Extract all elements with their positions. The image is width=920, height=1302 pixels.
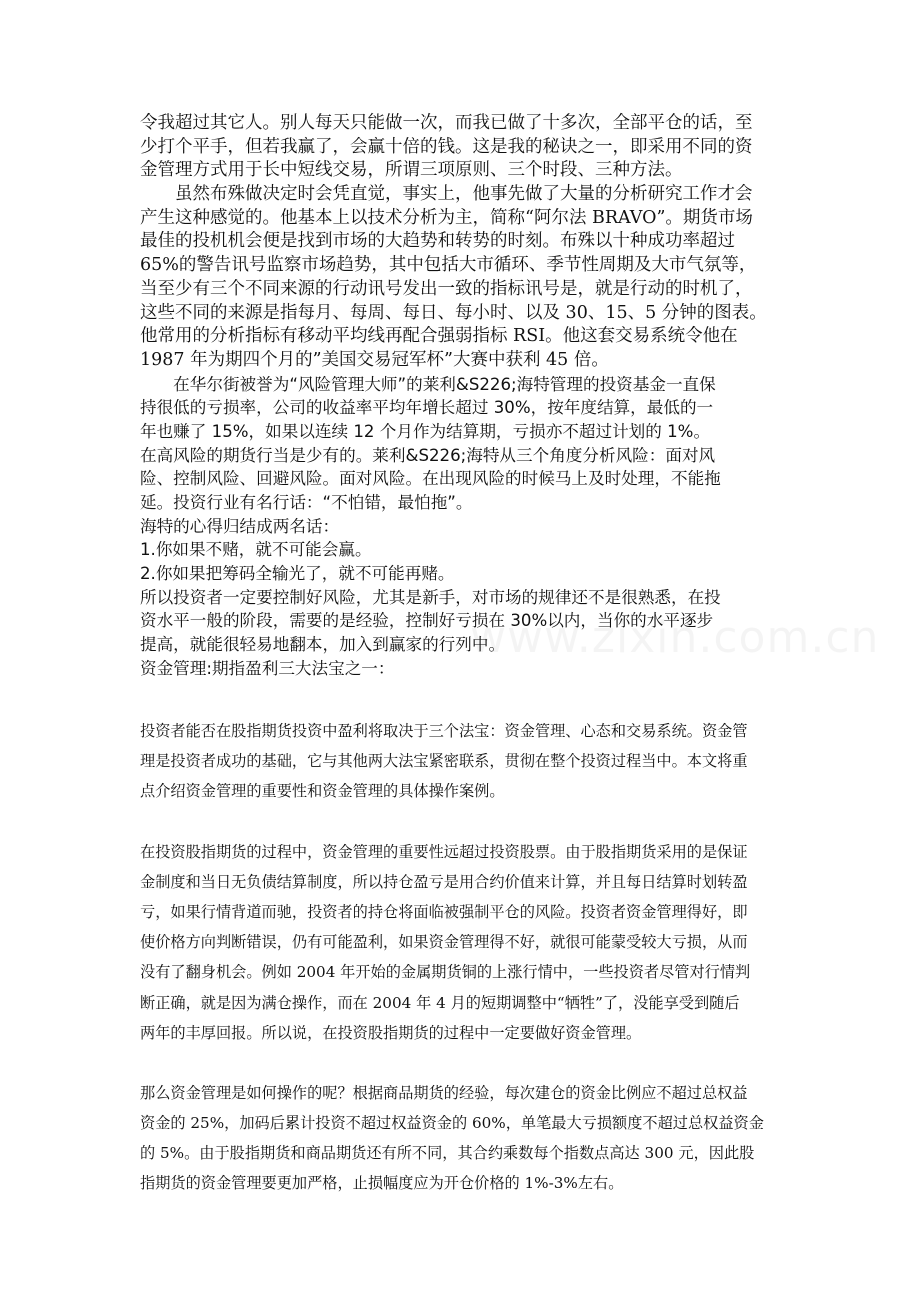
text-line: 金制度和当日无负债结算制度，所以持仓盈亏是用合约价值来计算，并且每日结算时划转盈 <box>140 872 748 891</box>
paragraph <box>140 837 786 1048</box>
paragraph <box>140 716 786 807</box>
text-line: 点介绍资金管理的重要性和资金管理的具体操作案例。 <box>140 782 505 801</box>
text-line: 这些不同的来源是指每月、每周、每日、每小时、以及 30、15、5 分钟的图表。 <box>140 302 767 323</box>
text-line: 海特的心得归结成两名话： <box>140 516 340 536</box>
text-line: 断正确，就是因为满仓操作，而在 2004 年 4 月的短期调整中“牺牲”了，没能享受到随后 <box>140 993 740 1012</box>
section-heading: 资金管理:期指盈利三大法宝之一： <box>140 658 395 678</box>
text-line: 投资者能否在股指期货投资中盈利将取决于三个法宝：资金管理、心态和交易系统。资金管 <box>140 722 748 740</box>
text-line: 险、控制风险、回避风险。面对风险。在出现风险的时候马上及时处理，不能拖 <box>140 469 721 489</box>
text-line: 在华尔街被誉为“风险管理大师”的莱利&S226;海特管理的投资基金一直保 <box>140 374 716 394</box>
text-line: 产生这种感觉的。他基本上以技术分析为主，简称“阿尔法 BRAVO”。期货市场 <box>140 207 753 228</box>
text-line: 提高，就能很轻易地翻本，加入到赢家的行列中。 <box>140 635 506 655</box>
text-line: 65%的警告讯号监察市场趋势，其中包括大市循环、季节性周期及大市气氛等， <box>140 255 757 276</box>
text-line: 在高风险的期货行当是少有的。莱利&S226;海特从三个角度分析风险：面对风 <box>140 445 716 465</box>
text-line: 在投资股指期货的过程中，资金管理的重要性远超过投资股票。由于股指期货采用的是保证 <box>140 842 748 861</box>
text-line: 少打个平手，但若我赢了，会赢十倍的钱。这是我的秘诀之一，即采用不同的资 <box>140 136 753 157</box>
text-line: 资金的 25%，加码后累计投资不超过权益资金的 60%，单笔最大亏损额度不超过总权益资金 <box>140 1114 764 1133</box>
text-line: 当至少有三个不同来源的行动讯号发出一致的指标讯号是，就是行动的时机了， <box>140 278 753 299</box>
text-line: 的 5%。由于股指期货和商品期货还有所不同，其合约乘数每个指数点高达 300 元，因此股 <box>140 1144 755 1163</box>
list-item-line: 1.你如果不赌，就不可能会赢。 <box>140 540 372 560</box>
paragraph <box>140 1078 786 1199</box>
text-line: 延。投资行业有名行话：“不怕错，最怕拖”。 <box>140 493 473 512</box>
text-line: 令我超过其它人。别人每天只能做一次，而我已做了十多次，全部平仓的话，至 <box>140 113 753 133</box>
text-line: 持很低的亏损率，公司的收益率平均年增长超过 30%，按年度结算，最低的一 <box>140 398 714 418</box>
text-line: 指期货的资金管理要更加严格，止损幅度应为开仓价格的 1%-3%左右。 <box>140 1174 624 1193</box>
lower-text-block <box>140 716 786 1199</box>
text-line: 资水平一般的阶段，需要的是经验，控制好亏损在 30%以内，当你的水平逐步 <box>140 611 714 631</box>
paragraph-gap <box>140 807 786 837</box>
text-line: 虽然布殊做决定时会凭直觉，事实上，他事先做了大量的分析研究工作才会 <box>140 184 753 205</box>
list-item-line: 2.你如果把筹码全输光了，就不可能再赌。 <box>140 564 455 584</box>
text-line: 两年的丰厚回报。所以说，在投资股指期货的过程中一定要做好资金管理。 <box>140 1023 642 1042</box>
text-line: 所以投资者一定要控制好风险，尤其是新手，对市场的规律还不是很熟悉，在投 <box>140 587 721 607</box>
text-line: 使价格方向判断错误，仍有可能盈利，如果资金管理得不好，就很可能蒙受较大亏损，从而 <box>140 933 748 952</box>
paragraph-gap <box>140 1048 786 1078</box>
text-line: 理是投资者成功的基础，它与其他两大法宝紧密联系，贯彻在整个投资过程当中。本文将重 <box>140 752 748 771</box>
text-line: 金管理方式用于长中短线交易，所谓三项原则、三个时段、三种方法。 <box>140 160 683 181</box>
text-line: 最佳的投机机会便是找到市场的大趋势和转势的时刻。布殊以十种成功率超过 <box>140 231 735 252</box>
text-line: 1987 年为期四个月的”美国交易冠军杯”大赛中获利 45 倍。 <box>140 349 609 370</box>
text-line: 他常用的分析指标有移动平均线再配合强弱指标 RSI。他这套交易系统令他在 <box>140 326 738 347</box>
upper-text-block <box>140 112 786 681</box>
text-line: 亏，如果行情背道而驰，投资者的持仓将面临被强制平仓的风险。投资者资金管理得好，即 <box>140 902 748 921</box>
text-line: 没有了翻身机会。例如 2004 年开始的金属期货铜的上涨行情中，一些投资者尽管对行情判 <box>140 963 751 982</box>
text-line: 那么资金管理是如何操作的呢？根据商品期货的经验，每次建仓的资金比例应不超过总权益 <box>140 1083 748 1102</box>
text-line: 年也赚了 15%，如果以连续 12 个月作为结算期，亏损亦不超过计划的 1%。 <box>140 421 711 441</box>
